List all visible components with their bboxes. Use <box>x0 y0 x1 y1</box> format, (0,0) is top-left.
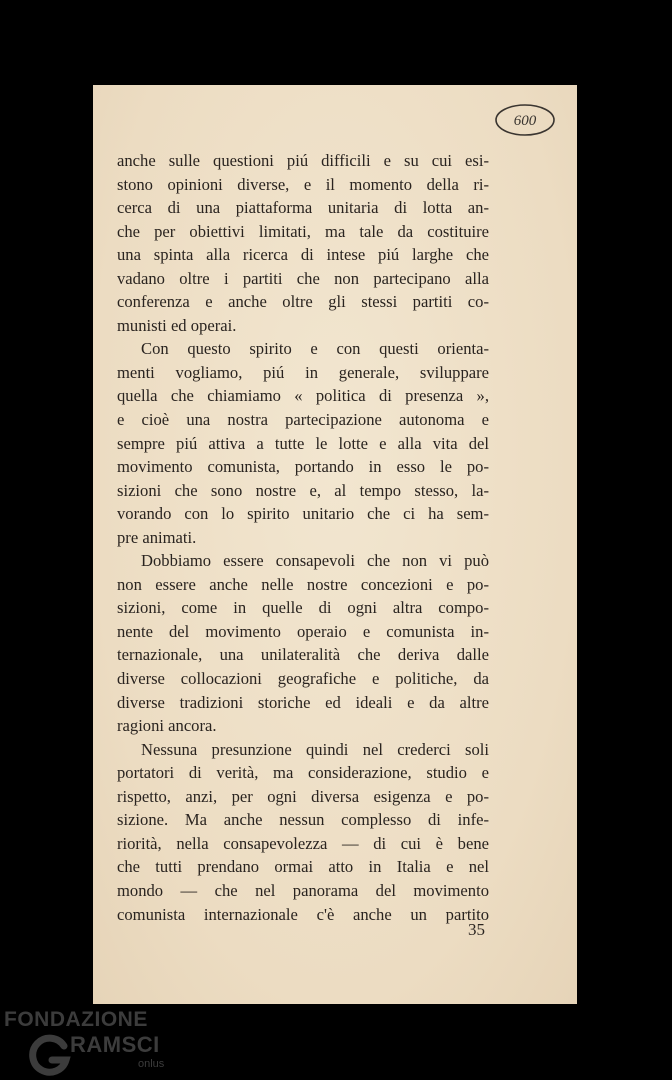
stamp-oval-icon <box>493 101 557 139</box>
text-line: sizioni che sono nostre e, al tempo stesso, la- <box>117 480 489 500</box>
text-line: nente del movimento operaio e comunista in- <box>117 621 489 641</box>
text-line: pre animati. <box>117 527 197 547</box>
text-line: non essere anche nelle nostre concezioni e po- <box>117 574 489 594</box>
text-line: riorità, nella consapevolezza — di cui è bene <box>117 833 489 853</box>
text-line: vorando con lo spirito unitario che ci ha sem- <box>117 504 489 524</box>
text-line: rispetto, anzi, per ogni diversa esigenza e po- <box>117 786 489 806</box>
logo-g-icon <box>28 1034 72 1078</box>
text-line: menti vogliamo, piú in generale, sviluppare <box>117 362 489 382</box>
text-line: comunista internazionale c'è anche un partito <box>117 904 489 924</box>
text-line: quella che chiamiamo « politica di presenza », <box>117 386 489 406</box>
text-line: diverse tradizioni storiche ed ideali e da altre <box>117 692 489 712</box>
text-line: movimento comunista, portando in esso le po- <box>117 457 489 477</box>
text-line: una spinta alla ricerca di intese piú larghe che <box>117 245 489 265</box>
stamp-number: 600 <box>513 113 537 129</box>
logo-subtitle: onlus <box>138 1058 165 1070</box>
text-line: anche sulle questioni piú difficili e su cui esi- <box>117 151 489 170</box>
page-number: 35 <box>468 920 485 939</box>
logo-line-2: RAMSCI <box>70 1032 160 1057</box>
text-line: munisti ed operai. <box>117 315 237 335</box>
text-line: Dobbiamo essere consapevoli che non vi può <box>141 551 489 571</box>
text-line: vadano oltre i partiti che non partecipano alla <box>117 268 489 288</box>
text-line: ragioni ancora. <box>117 716 217 736</box>
text-line: Con questo spirito e con questi orienta- <box>141 339 489 359</box>
logo-line-1: FONDAZIONE <box>4 1008 148 1031</box>
text-line: portatori di verità, ma considerazione, studio e <box>117 763 489 783</box>
text-line: sempre piú attiva a tutte le lotte e alla vita del <box>117 433 489 453</box>
text-line: stono opinioni diverse, e il momento della ri- <box>117 174 489 194</box>
archive-stamp <box>493 101 557 139</box>
text-line: cerca di una piattaforma unitaria di lotta an- <box>117 198 489 218</box>
text-line: sizioni, come in quelle di ogni altra compo- <box>117 598 489 618</box>
text-line: sizione. Ma anche nessun complesso di infe- <box>117 810 489 830</box>
text-line: ternazionale, una unilateralità che deriva dalle <box>117 645 489 665</box>
text-line: che tutti prendano ormai atto in Italia e nel <box>117 857 489 877</box>
text-line: e cioè una nostra partecipazione autonoma e <box>117 410 489 430</box>
document-page <box>93 85 577 1004</box>
body-text <box>117 149 489 926</box>
fondazione-gramsci-logo <box>4 1008 174 1078</box>
text-line: diverse collocazioni geografiche e politiche, da <box>117 669 489 689</box>
text-line: che per obiettivi limitati, ma tale da costituire <box>117 221 489 241</box>
text-line: conferenza e anche oltre gli stessi partiti co- <box>117 292 489 312</box>
text-line: Nessuna presunzione quindi nel crederci soli <box>141 739 489 759</box>
text-line: mondo — che nel panorama del movimento <box>117 880 489 900</box>
